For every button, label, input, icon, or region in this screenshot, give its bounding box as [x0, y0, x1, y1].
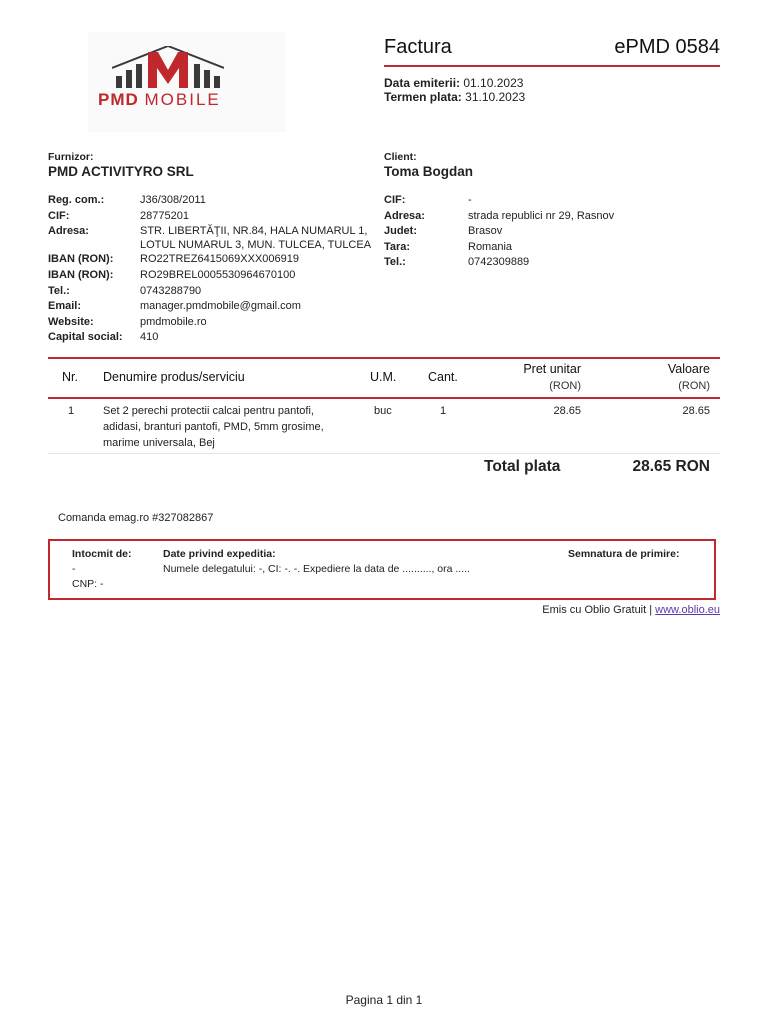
- client-tel-value: 0742309889: [468, 256, 530, 268]
- client-country-label: Tara:: [384, 240, 411, 253]
- client-country-value: Romania: [468, 240, 513, 253]
- supplier-email-value: manager.pmdmobile@gmail.com: [140, 300, 301, 312]
- row-um: buc: [374, 405, 392, 417]
- client-cif-label: CIF:: [384, 194, 406, 206]
- supplier-email-label: Email:: [48, 300, 82, 312]
- supplier-regcom-value: J36/308/2011: [140, 194, 206, 206]
- order-note: Comanda emag.ro #327082867: [58, 512, 214, 524]
- row-qty: 1: [440, 405, 447, 417]
- table-row: [48, 403, 720, 451]
- supplier-iban2-label: IBAN (RON):: [48, 269, 114, 281]
- document-title: Factura: [384, 36, 452, 58]
- row-name-line3: marime universala, Bej: [103, 437, 215, 449]
- supplier-capital-label: Capital social:: [48, 331, 123, 343]
- table-header-divider: [48, 397, 720, 399]
- col-header-nr: Nr.: [62, 370, 78, 384]
- client-tel-label: Tel.:: [384, 256, 406, 268]
- prepared-by-cnp: CNP: -: [72, 578, 104, 590]
- supplier-regcom-label: Reg. com.:: [48, 194, 105, 206]
- client-label: Client:: [384, 151, 417, 163]
- supplier-website-label: Website:: [48, 315, 94, 328]
- logo-icon: [112, 46, 224, 90]
- total-value: 28.65 RON: [632, 458, 710, 475]
- client-county-value: Brasov: [468, 225, 503, 237]
- row-price: 28.65: [553, 405, 581, 417]
- logo-brand-thin: MOBILE: [144, 90, 221, 109]
- supplier-label: Furnizor:: [48, 151, 94, 163]
- client-county-label: Judet:: [384, 225, 417, 237]
- col-header-value: Valoare: [667, 362, 710, 376]
- due-date-value: 31.10.2023: [465, 90, 526, 104]
- supplier-cif-value: 28775201: [140, 209, 189, 222]
- client-details: [384, 193, 720, 273]
- prepared-by-label: Intocmit de:: [72, 548, 132, 560]
- logo-wordmark: [98, 90, 221, 110]
- supplier-iban1-value: RO22TREZ6415069XXX006919: [140, 253, 299, 265]
- emitted-by: [542, 604, 720, 616]
- row-name-line2: adidasi, branturi pantofi, PMD, 5mm grosime,: [103, 421, 324, 433]
- supplier-address-label: Adresa:: [48, 225, 89, 237]
- col-header-price-unit: (RON): [549, 380, 581, 392]
- client-address-label: Adresa:: [384, 209, 425, 222]
- oblio-link[interactable]: www.oblio.eu: [655, 604, 720, 616]
- row-value: 28.65: [682, 405, 710, 417]
- col-header-um: U.M.: [370, 370, 397, 384]
- due-date-label: Termen plata:: [384, 90, 462, 104]
- col-header-price: Pret unitar: [523, 362, 581, 376]
- table-top-divider: [48, 357, 720, 359]
- supplier-name: PMD ACTIVITYRO SRL: [48, 164, 194, 179]
- invoice-number: ePMD 0584: [614, 36, 720, 58]
- total-label: Total plata: [484, 458, 561, 475]
- supplier-tel-value: 0743288790: [140, 284, 202, 297]
- page-number: Pagina 1 din 1: [345, 993, 423, 1007]
- row-nr: 1: [68, 405, 75, 417]
- client-name: Toma Bogdan: [384, 164, 473, 179]
- supplier-tel-label: Tel.:: [48, 284, 70, 297]
- emitted-by-text: Emis cu Oblio Gratuit |: [542, 604, 653, 616]
- supplier-details: [48, 193, 378, 353]
- logo-brand-bold: PMD: [98, 90, 139, 109]
- supplier-iban1-label: IBAN (RON):: [48, 253, 114, 265]
- supplier-address-value-line2: LOTUL NUMARUL 3, MUN. TULCEA, TULCEA: [140, 239, 372, 251]
- shipping-label: Date privind expeditia:: [163, 548, 276, 560]
- shipping-value: Numele delegatului: -, CI: -. -. Expediere la data de .........., ora .....: [163, 563, 470, 575]
- col-header-value-unit: (RON): [678, 380, 710, 392]
- client-cif-value: -: [468, 194, 472, 206]
- table-row-divider: [48, 453, 720, 454]
- signature-label: Semnatura de primire:: [568, 548, 680, 560]
- supplier-cif-label: CIF:: [48, 209, 70, 222]
- col-header-qty: Cant.: [428, 370, 458, 384]
- issue-date-value: 01.10.2023: [463, 76, 524, 90]
- due-date-row: [384, 90, 525, 105]
- col-header-name: Denumire produs/serviciu: [103, 370, 245, 384]
- supplier-address-value: STR. LIBERTĂŢII, NR.84, HALA NUMARUL 1,: [140, 225, 368, 237]
- supplier-website-value: pmdmobile.ro: [140, 315, 207, 328]
- prepared-by-value: -: [72, 563, 76, 575]
- header-divider: [384, 65, 720, 67]
- supplier-capital-value: 410: [140, 331, 159, 343]
- row-name-line1: Set 2 perechi protectii calcai pentru pantofi,: [103, 405, 314, 417]
- issue-date-row: [384, 76, 523, 91]
- issue-date-label: Data emiterii:: [384, 76, 461, 90]
- supplier-iban2-value: RO29BREL0005530964670100: [140, 269, 296, 281]
- client-address-value: strada republici nr 29, Rasnov: [468, 209, 615, 222]
